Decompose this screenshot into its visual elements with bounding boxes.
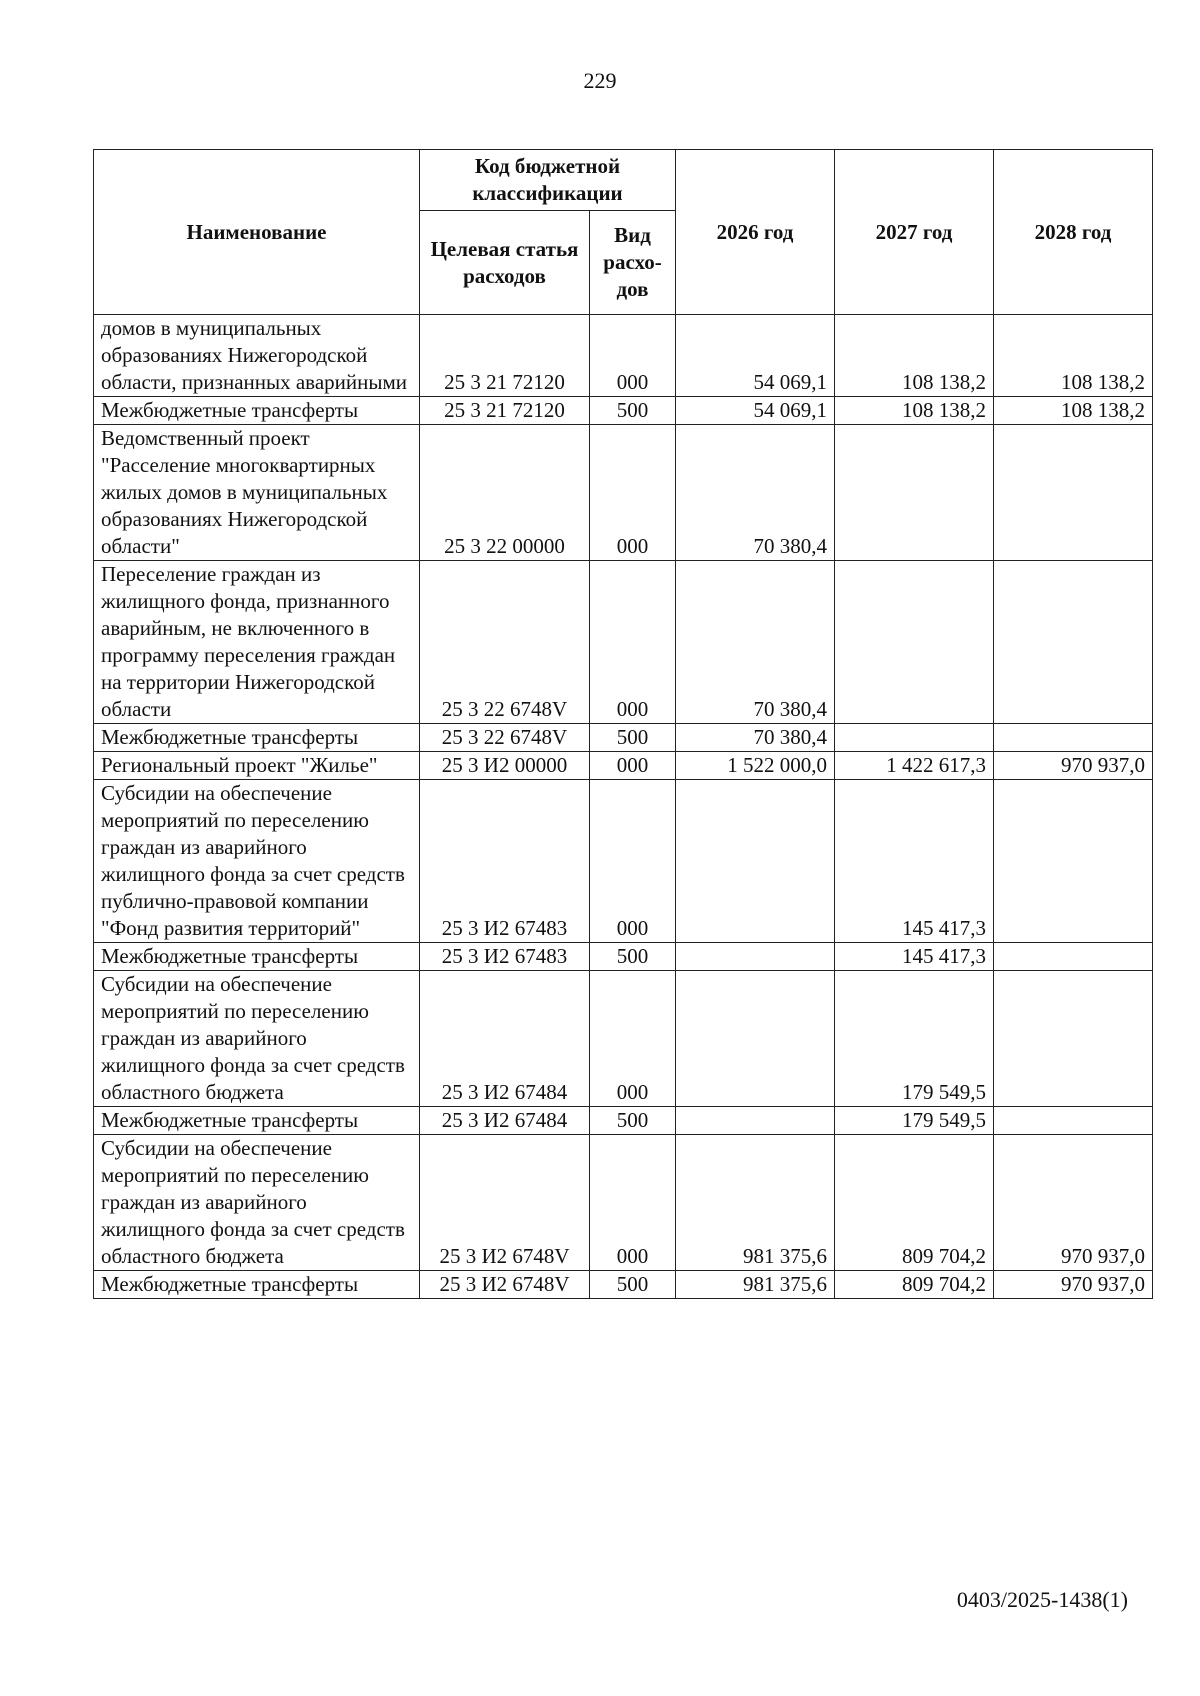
cell-y2027: 108 138,2 [835,397,994,425]
cell-y2028 [994,943,1153,971]
cell-y2027: 809 704,2 [835,1135,994,1271]
cell-y2028 [994,724,1153,752]
table-row [94,1271,1153,1299]
cell-code: 25 3 И2 6748V [420,1271,590,1299]
cell-y2027: 179 549,5 [835,1107,994,1135]
cell-y2028: 970 937,0 [994,1271,1153,1299]
cell-y2028: 970 937,0 [994,752,1153,780]
cell-y2026 [676,943,835,971]
cell-name: Субсидии на обеспечение мероприятий по переселению граждан из аварийного жилищного фонда за счет средств областного бюджета [94,1135,420,1271]
cell-y2027 [835,425,994,561]
table-row [94,1135,1153,1271]
table-row [94,397,1153,425]
cell-name: Межбюджетные трансферты [94,943,420,971]
header-2026: 2026 год [676,150,835,315]
cell-y2026 [676,971,835,1107]
cell-y2026: 54 069,1 [676,397,835,425]
table-row [94,752,1153,780]
cell-kind: 000 [590,561,676,724]
cell-y2028 [994,780,1153,943]
cell-name: Межбюджетные трансферты [94,1107,420,1135]
cell-y2028: 108 138,2 [994,315,1153,397]
cell-y2027 [835,561,994,724]
table-row [94,561,1153,724]
cell-y2028 [994,971,1153,1107]
cell-kind: 000 [590,752,676,780]
cell-y2026: 981 375,6 [676,1271,835,1299]
cell-y2027: 145 417,3 [835,780,994,943]
cell-code: 25 3 И2 67484 [420,1107,590,1135]
cell-kind: 000 [590,780,676,943]
cell-code: 25 3 22 6748V [420,724,590,752]
cell-code: 25 3 И2 67483 [420,943,590,971]
header-target-article: Целевая статья расходов [420,211,590,315]
cell-name: Ведомственный проект "Расселение многоквартирных жилых домов в муниципальных образованиях Нижегородской области" [94,425,420,561]
header-2027: 2027 год [835,150,994,315]
cell-y2026: 981 375,6 [676,1135,835,1271]
cell-y2026: 54 069,1 [676,315,835,397]
cell-code: 25 3 22 6748V [420,561,590,724]
cell-code: 25 3 И2 6748V [420,1135,590,1271]
cell-name: Межбюджетные трансферты [94,724,420,752]
cell-y2026: 70 380,4 [676,425,835,561]
cell-code: 25 3 И2 67484 [420,971,590,1107]
cell-name: Региональный проект "Жилье" [94,752,420,780]
cell-kind: 500 [590,724,676,752]
cell-code: 25 3 21 72120 [420,397,590,425]
table-row [94,971,1153,1107]
header-code-group: Код бюджетной классификации [420,150,676,211]
cell-y2027: 179 549,5 [835,971,994,1107]
cell-kind: 000 [590,971,676,1107]
cell-name: Межбюджетные трансферты [94,397,420,425]
cell-name: домов в муниципальных образованиях Нижегородской области, признанных аварийными [94,315,420,397]
cell-code: 25 3 21 72120 [420,315,590,397]
cell-y2027: 1 422 617,3 [835,752,994,780]
cell-y2026: 70 380,4 [676,561,835,724]
cell-kind: 500 [590,1271,676,1299]
cell-code: 25 3 И2 67483 [420,780,590,943]
table-row [94,780,1153,943]
cell-name: Переселение граждан из жилищного фонда, признанного аварийным, не включенного в программу переселения граждан на территории Нижегородской области [94,561,420,724]
cell-kind: 000 [590,315,676,397]
header-2028: 2028 год [994,150,1153,315]
cell-name: Субсидии на обеспечение мероприятий по переселению граждан из аварийного жилищного фонда за счет средств публично-правовой компании "Фонд развития территорий" [94,780,420,943]
cell-name: Субсидии на обеспечение мероприятий по переселению граждан из аварийного жилищного фонда за счет средств областного бюджета [94,971,420,1107]
cell-y2028 [994,1107,1153,1135]
table-row [94,943,1153,971]
cell-y2028 [994,561,1153,724]
table-row [94,1107,1153,1135]
cell-y2027: 108 138,2 [835,315,994,397]
budget-table [93,149,1153,1299]
header-expense-type: Вид расхо-дов [590,211,676,315]
cell-y2026 [676,780,835,943]
cell-kind: 000 [590,425,676,561]
cell-y2028 [994,425,1153,561]
cell-kind: 000 [590,1135,676,1271]
cell-code: 25 3 22 00000 [420,425,590,561]
cell-y2027: 145 417,3 [835,943,994,971]
cell-y2026: 70 380,4 [676,724,835,752]
cell-y2028: 108 138,2 [994,397,1153,425]
cell-kind: 500 [590,397,676,425]
cell-kind: 500 [590,1107,676,1135]
cell-y2026 [676,1107,835,1135]
table-row [94,425,1153,561]
cell-name: Межбюджетные трансферты [94,1271,420,1299]
document-number: 0403/2025-1438(1) [956,1587,1128,1612]
table-row [94,724,1153,752]
cell-y2027: 809 704,2 [835,1271,994,1299]
table-row [94,315,1153,397]
table-body [94,315,1153,1299]
cell-y2027 [835,724,994,752]
header-name: Наименование [94,150,420,315]
cell-y2028: 970 937,0 [994,1135,1153,1271]
page-number: 229 [583,68,617,93]
cell-y2026: 1 522 000,0 [676,752,835,780]
cell-kind: 500 [590,943,676,971]
cell-code: 25 3 И2 00000 [420,752,590,780]
